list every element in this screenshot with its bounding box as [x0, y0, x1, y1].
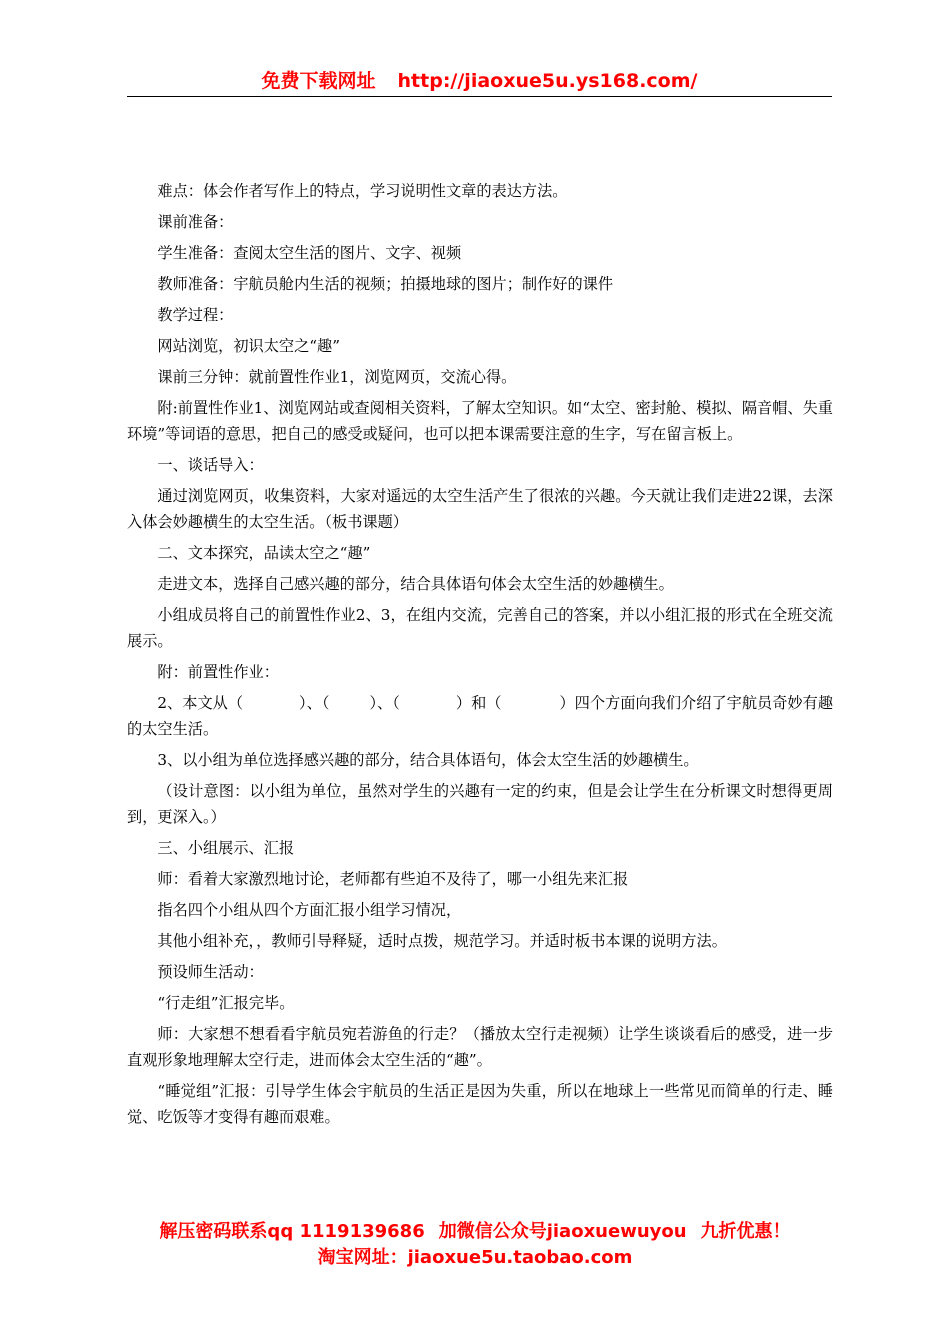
paragraph: 其他小组补充，，教师引导释疑，适时点拨，规范学习。并适时板书本课的说明方法。	[157, 932, 727, 950]
paragraph: 师：看着大家激烈地讨论，老师都有些迫不及待了，哪一小组先来汇报	[157, 870, 629, 888]
paragraph: 指名四个小组从四个方面汇报小组学习情况，	[157, 901, 462, 919]
paragraph: 学生准备：查阅太空生活的图片、文字、视频	[157, 244, 462, 262]
paragraph: 网站浏览，初识太空之“趣”	[157, 337, 340, 355]
paragraph: 预设师生活动：	[157, 963, 264, 981]
fill-in-sep: ）、（	[369, 694, 400, 712]
paragraph: 师：大家想不想看看宇航员宛若游鱼的行走？（播放太空行走视频）让学生谈谈看后的感受，进一步直观形象地理解太空行走，进而体会太空生活的“趣”。	[127, 1025, 833, 1069]
paragraph: （设计意图：以小组为单位，虽然对学生的兴趣有一定的约束，但是会让学生在分析课文时想得更周到，更深入。）	[127, 782, 833, 826]
section-heading: 二、文本探究，品读太空之“趣”	[157, 544, 371, 562]
paragraph: 课前准备：	[157, 213, 234, 231]
paragraph: 通过浏览网页，收集资料，大家对遥远的太空生活产生了很浓的兴趣。今天就让我们走进22课，去深入体会妙趣横生的太空生活。（板书课题）	[127, 487, 833, 531]
document-body	[127, 178, 833, 1135]
footer-discount: 九折优惠！	[700, 1221, 791, 1242]
footer-wechat: 加微信公众号jiaoxuewuyou	[438, 1221, 687, 1242]
fill-in-sep: ）和（	[455, 694, 502, 712]
fill-in-suffix: ）四个方面向我们介绍了宇航员奇妙有趣的太空生活。	[127, 694, 834, 738]
fill-in-sep: ）、（	[299, 694, 330, 712]
page-header	[127, 66, 832, 97]
paragraph: 3、以小组为单位选择感兴趣的部分，结合具体语句，体会太空生活的妙趣横生。	[157, 751, 699, 769]
paragraph: 教学过程：	[157, 306, 234, 324]
footer-line-1	[0, 1219, 950, 1245]
paragraph: “行走组”汇报完毕。	[157, 994, 295, 1012]
section-heading: 一、谈话导入：	[157, 456, 264, 474]
section-heading: 三、小组展示、汇报	[157, 839, 295, 857]
footer-taobao-link[interactable]: 淘宝网址：jiaoxue5u.taobao.com	[317, 1247, 633, 1268]
paragraph: “睡觉组”汇报：引导学生体会宇航员的生活正是因为失重，所以在地球上一些常见而简单的行走、睡觉、吃饭等才变得有趣而艰难。	[127, 1082, 833, 1126]
paragraph: 附:前置性作业1、浏览网站或查阅相关资料，了解太空知识。如“太空、密封舱、模拟、隔音帽、失重环境”等词语的意思，把自己的感受或疑问，也可以把本课需要注意的生字，写在留言板上。	[127, 399, 833, 443]
header-url[interactable]: http://jiaoxue5u.ys168.com/	[397, 70, 698, 92]
paragraph: 难点：体会作者写作上的特点，学习说明性文章的表达方法。	[157, 182, 568, 200]
fill-in-prefix: 2、本文从（	[157, 694, 244, 712]
footer-qq: 解压密码联系qq 1119139686	[159, 1221, 425, 1242]
paragraph: 附：前置性作业：	[157, 663, 279, 681]
paragraph: 教师准备：宇航员舱内生活的视频；拍摄地球的图片；制作好的课件	[157, 275, 614, 293]
fill-in-question	[127, 690, 833, 742]
paragraph: 小组成员将自己的前置性作业2、3，在组内交流，完善自己的答案，并以小组汇报的形式在全班交流展示。	[127, 606, 833, 650]
paragraph: 走进文本，选择自己感兴趣的部分，结合具体语句体会太空生活的妙趣横生。	[157, 575, 674, 593]
page-footer	[0, 1219, 950, 1271]
header-label: 免费下载网址	[261, 70, 376, 92]
paragraph: 课前三分钟：就前置性作业1，浏览网页，交流心得。	[157, 368, 517, 386]
